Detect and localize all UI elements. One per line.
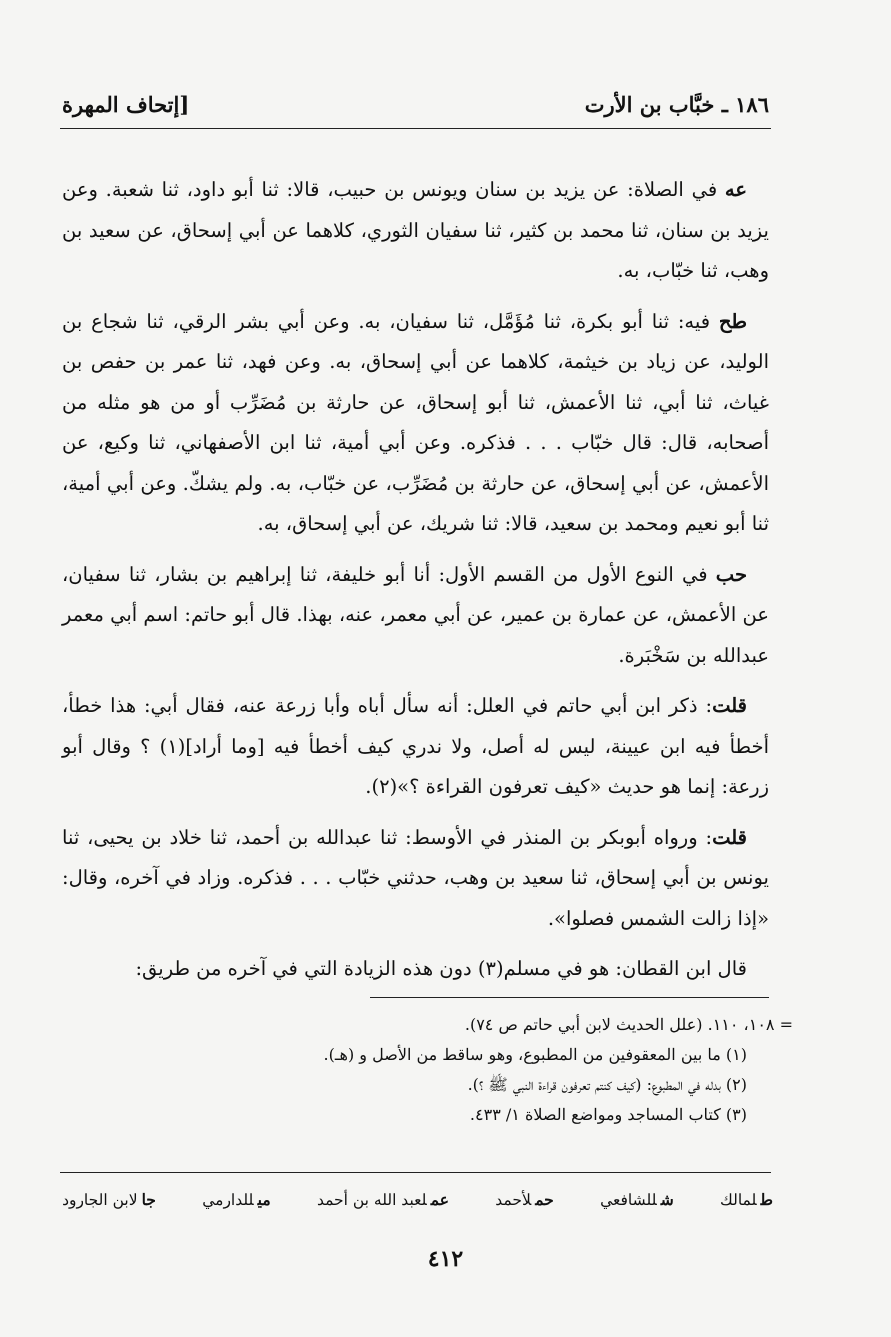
source-code: قلت <box>712 825 747 849</box>
paragraph-text: : ذكر ابن أبي حاتم في العلل: أنه سأل أباه وأبا زرعة عنه، فقال أبي: هذا خطأ، أخطأ فيه ابن عيينة، ليس له أصل، ولا ندري كيف أخطأ فيه [وما أراد](١) ؟ وقال أبو زرعة: إنما هو حديث «كيف تعرفون القراءة ؟»(٢). <box>62 694 769 798</box>
abbrev-item <box>202 1190 270 1209</box>
abbrev-item <box>62 1190 156 1209</box>
source-code: عه <box>724 178 747 201</box>
abbrev-label: لأحمد <box>495 1191 532 1209</box>
abbreviations-divider <box>60 1172 771 1173</box>
source-code: قلت <box>712 694 747 717</box>
paragraph <box>62 818 769 940</box>
paragraph-text: : ورواه أبوبكر بن المنذر في الأوسط: ثنا عبدالله بن أحمد، ثنا خلاد بن يحيى، ثنا يونس بن أبي إسحاق، ثنا سعيد بن وهب، حدثني خبّاب . . . فذكره. وزاد في آخره، وقال: «إذا زالت الشمس فصلوا». <box>62 825 769 930</box>
paragraph <box>62 686 769 808</box>
header-book-title: [إتحاف المهرة <box>62 91 190 117</box>
footnote-item: (١) ما بين المعقوفين من المطبوع، وهو ساقط من الأصل و (هـ). <box>323 1045 747 1064</box>
abbrev-label: لعبد الله بن أحمد <box>316 1191 427 1209</box>
footnote-item: (٣) كتاب المساجد ومواضع الصلاة ١/ ٤٣٣. <box>469 1105 747 1124</box>
footnote-divider <box>370 997 769 998</box>
header-chapter-title: ١٨٦ ـ خبَّاب بن الأرت <box>584 91 769 117</box>
paragraph-text: في النوع الأول من القسم الأول: أنا أبو خليفة، ثنا إبراهيم بن بشار، ثنا سفيان، عن الأعمش، عن عمارة بن عمير، عن أبي معمر، عنه، بهذا. قال أبو حاتم: اسم أبي معمر عبدالله بن سَخْبَرة. <box>62 562 769 667</box>
abbrev-code: عم <box>430 1190 449 1209</box>
paragraph-text: فيه: ثنا أبو بكرة، ثنا مُؤَمَّل، ثنا سفيان، به. وعن أبي بشر الرقي، ثنا شجاع بن الوليد، عن زياد بن خيثمة، كلاهما عن أبي إسحاق، به. وعن فهد، ثنا عمر بن حفص بن غياث، ثنا أبي، ثنا الأعمش، ثنا أبو إسحاق، عن حارثة بن مُضَرِّب أو من هو مثله من أصحابه، قال: قال خبّاب . . . فذكره. وعن أبي أمية، ثنا ابن الأصفهاني، ثنا وكيع، عن الأعمش، عن أبي إسحاق، عن حارثة بن مُضَرِّب، عن خبّاب، به. ولم يشكّ. وعن أبي أمية، ثنا أبو نعيم ومحمد بن سعيد، قالا: ثنا شريك، عن أبي إسحاق، به. <box>62 309 769 535</box>
paragraph <box>62 302 769 545</box>
abbrev-item <box>600 1190 674 1209</box>
source-code: حب <box>715 562 747 586</box>
abbrev-code: حم <box>535 1190 554 1209</box>
source-code: طح <box>718 309 747 333</box>
abbrev-item <box>317 1190 449 1209</box>
footnote-continuation: = ١٠٨، ١١٠. (علل الحديث لابن أبي حاتم ص ٧٤). <box>464 1015 793 1034</box>
paragraph-text: في الصلاة: عن يزيد بن سنان ويونس بن حبيب، قالا: ثنا أبو داود، ثنا شعبة. وعن يزيد بن سنان، ثنا محمد بن كثير، ثنا سفيان الثوري، كلاهما عن أبي إسحاق، عن سعيد بن وهب، ثنا خبّاب، به. <box>62 178 769 282</box>
paragraph <box>62 555 769 677</box>
abbrev-label: لابن الجارود <box>62 1191 138 1209</box>
running-header <box>62 84 769 124</box>
abbrev-label: للدارمي <box>202 1191 254 1209</box>
header-divider <box>60 128 771 129</box>
footnotes <box>62 1010 793 1130</box>
paragraph <box>62 949 769 990</box>
abbrev-item <box>495 1190 553 1209</box>
page-number: ٤١٢ <box>427 1246 464 1272</box>
main-text <box>62 170 769 1000</box>
abbreviations-key <box>62 1190 773 1209</box>
abbrev-label: لمالك <box>720 1191 757 1209</box>
paragraph <box>62 170 769 292</box>
abbrev-code: مي <box>257 1190 271 1209</box>
abbrev-label: للشافعي <box>600 1191 657 1209</box>
abbrev-code: ش <box>660 1190 674 1209</box>
abbrev-code: جا <box>141 1190 156 1209</box>
abbrev-item <box>720 1190 773 1209</box>
paragraph-text: قال ابن القطان: هو في مسلم(٣) دون هذه الزيادة التي في آخره من طريق: <box>135 957 747 980</box>
footnote-item: (٢) بدله في المطبوع: (كيف كنتم تعرفون قراءة النبي ﷺ ؟). <box>467 1075 747 1094</box>
abbrev-code: ط <box>760 1190 773 1209</box>
